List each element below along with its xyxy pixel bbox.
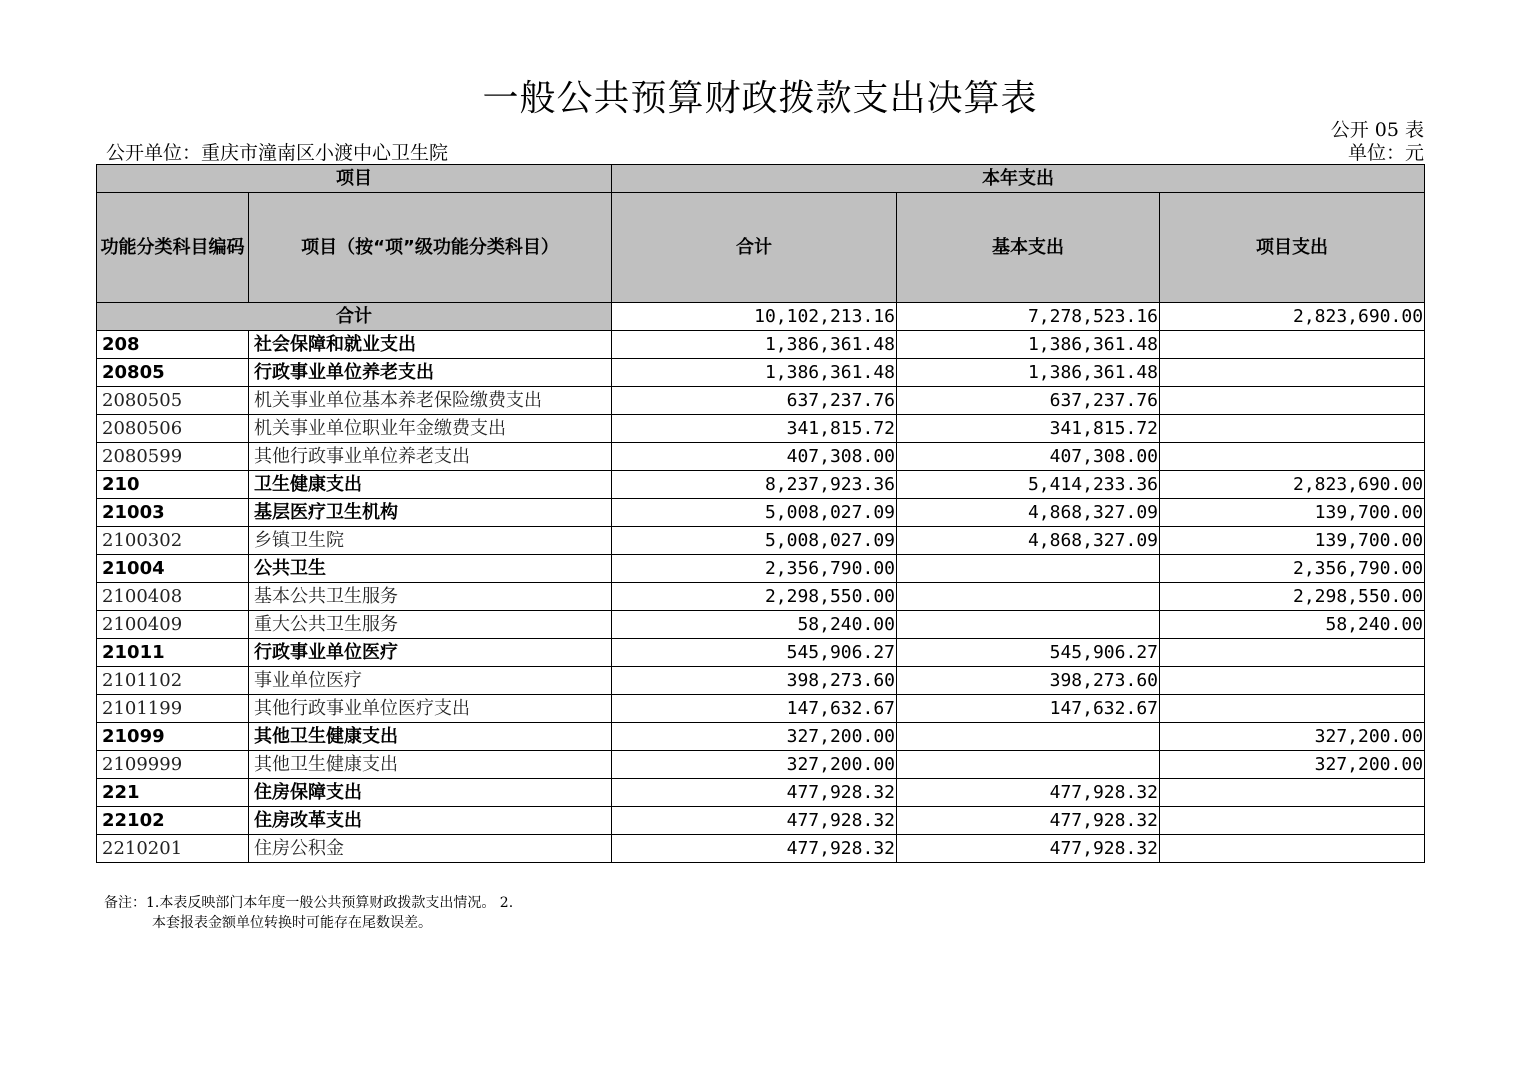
table-row	[97, 331, 1425, 359]
row-code: 210	[97, 471, 249, 499]
row-basic: 341,815.72	[897, 415, 1160, 443]
table-row	[97, 779, 1425, 807]
row-code: 208	[97, 331, 249, 359]
table-row	[97, 807, 1425, 835]
row-name: 基层医疗卫生机构	[249, 499, 612, 527]
row-project	[1160, 695, 1425, 723]
table-row	[97, 583, 1425, 611]
row-name: 住房保障支出	[249, 779, 612, 807]
row-name: 机关事业单位职业年金缴费支出	[249, 415, 612, 443]
expenditure-table	[96, 164, 1425, 863]
header-project: 项目	[97, 165, 612, 193]
table-row	[97, 611, 1425, 639]
row-name: 重大公共卫生服务	[249, 611, 612, 639]
page-title: 一般公共预算财政拨款支出决算表	[482, 78, 1038, 119]
row-name: 卫生健康支出	[249, 471, 612, 499]
row-project: 139,700.00	[1160, 527, 1425, 555]
row-total: 477,928.32	[612, 835, 897, 863]
row-basic	[897, 723, 1160, 751]
row-name: 社会保障和就业支出	[249, 331, 612, 359]
total-label: 合计	[97, 303, 612, 331]
row-project: 139,700.00	[1160, 499, 1425, 527]
table-row	[97, 387, 1425, 415]
table-row	[97, 695, 1425, 723]
row-project	[1160, 807, 1425, 835]
reporting-unit: 公开单位：重庆市潼南区小渡中心卫生院	[106, 142, 449, 164]
row-project: 327,200.00	[1160, 751, 1425, 779]
row-project	[1160, 359, 1425, 387]
row-basic: 4,868,327.09	[897, 527, 1160, 555]
currency-unit: 单位：元	[1347, 142, 1424, 164]
table-row	[97, 723, 1425, 751]
row-project	[1160, 387, 1425, 415]
row-project	[1160, 443, 1425, 471]
header-item: 项目（按“项”级功能分类科目）	[249, 193, 612, 303]
header-current-year: 本年支出	[612, 165, 1425, 193]
row-basic: 407,308.00	[897, 443, 1160, 471]
row-code: 2100409	[97, 611, 249, 639]
row-total: 1,386,361.48	[612, 331, 897, 359]
row-total: 327,200.00	[612, 751, 897, 779]
row-name: 机关事业单位基本养老保险缴费支出	[249, 387, 612, 415]
row-code: 2100408	[97, 583, 249, 611]
row-code: 2101102	[97, 667, 249, 695]
total-basic: 7,278,523.16	[897, 303, 1160, 331]
row-code: 21011	[97, 639, 249, 667]
row-code: 221	[97, 779, 249, 807]
row-project	[1160, 639, 1425, 667]
row-name: 公共卫生	[249, 555, 612, 583]
row-code: 20805	[97, 359, 249, 387]
row-project: 327,200.00	[1160, 723, 1425, 751]
table-row	[97, 359, 1425, 387]
row-name: 乡镇卫生院	[249, 527, 612, 555]
row-name: 行政事业单位养老支出	[249, 359, 612, 387]
row-basic	[897, 751, 1160, 779]
row-total: 58,240.00	[612, 611, 897, 639]
row-total: 477,928.32	[612, 779, 897, 807]
row-total: 2,356,790.00	[612, 555, 897, 583]
row-total: 147,632.67	[612, 695, 897, 723]
row-code: 21003	[97, 499, 249, 527]
row-project: 58,240.00	[1160, 611, 1425, 639]
row-code: 2109999	[97, 751, 249, 779]
row-total: 637,237.76	[612, 387, 897, 415]
row-project	[1160, 331, 1425, 359]
row-name: 其他卫生健康支出	[249, 751, 612, 779]
table-row	[97, 555, 1425, 583]
table-row	[97, 443, 1425, 471]
table-row	[97, 639, 1425, 667]
row-code: 21004	[97, 555, 249, 583]
total-row	[97, 303, 1425, 331]
header-code: 功能分类科目编码	[97, 193, 249, 303]
row-total: 5,008,027.09	[612, 499, 897, 527]
note-line-2: 本套报表金额单位转换时可能存在尾数误差。	[152, 915, 432, 931]
row-project	[1160, 667, 1425, 695]
row-code: 2101199	[97, 695, 249, 723]
header-project-expenditure: 项目支出	[1160, 193, 1425, 303]
row-basic	[897, 555, 1160, 583]
row-basic: 637,237.76	[897, 387, 1160, 415]
row-basic	[897, 611, 1160, 639]
row-name: 其他卫生健康支出	[249, 723, 612, 751]
row-basic: 147,632.67	[897, 695, 1160, 723]
total-amount: 10,102,213.16	[612, 303, 897, 331]
row-total: 398,273.60	[612, 667, 897, 695]
row-basic: 1,386,361.48	[897, 359, 1160, 387]
row-basic: 477,928.32	[897, 779, 1160, 807]
header-basic: 基本支出	[897, 193, 1160, 303]
row-project: 2,823,690.00	[1160, 471, 1425, 499]
row-name: 其他行政事业单位医疗支出	[249, 695, 612, 723]
table-row	[97, 499, 1425, 527]
row-total: 8,237,923.36	[612, 471, 897, 499]
row-basic: 5,414,233.36	[897, 471, 1160, 499]
row-total: 545,906.27	[612, 639, 897, 667]
row-code: 2210201	[97, 835, 249, 863]
row-name: 基本公共卫生服务	[249, 583, 612, 611]
table-row	[97, 527, 1425, 555]
row-basic	[897, 583, 1160, 611]
row-total: 341,815.72	[612, 415, 897, 443]
row-name: 住房改革支出	[249, 807, 612, 835]
row-total: 327,200.00	[612, 723, 897, 751]
row-basic: 477,928.32	[897, 807, 1160, 835]
row-total: 477,928.32	[612, 807, 897, 835]
row-name: 行政事业单位医疗	[249, 639, 612, 667]
header-total: 合计	[612, 193, 897, 303]
table-row	[97, 471, 1425, 499]
row-code: 2080599	[97, 443, 249, 471]
row-code: 2100302	[97, 527, 249, 555]
row-code: 2080506	[97, 415, 249, 443]
total-project: 2,823,690.00	[1160, 303, 1425, 331]
table-row	[97, 751, 1425, 779]
row-basic: 4,868,327.09	[897, 499, 1160, 527]
table-row	[97, 415, 1425, 443]
row-name: 事业单位医疗	[249, 667, 612, 695]
notes	[104, 893, 513, 933]
row-project	[1160, 779, 1425, 807]
row-total: 1,386,361.48	[612, 359, 897, 387]
row-basic: 545,906.27	[897, 639, 1160, 667]
row-project: 2,356,790.00	[1160, 555, 1425, 583]
row-project: 2,298,550.00	[1160, 583, 1425, 611]
row-name: 其他行政事业单位养老支出	[249, 443, 612, 471]
row-code: 22102	[97, 807, 249, 835]
row-basic: 398,273.60	[897, 667, 1160, 695]
row-code: 21099	[97, 723, 249, 751]
row-name: 住房公积金	[249, 835, 612, 863]
form-number: 公开 05 表	[1330, 119, 1424, 141]
row-project	[1160, 415, 1425, 443]
row-total: 5,008,027.09	[612, 527, 897, 555]
row-basic: 477,928.32	[897, 835, 1160, 863]
row-project	[1160, 835, 1425, 863]
table-row	[97, 667, 1425, 695]
row-code: 2080505	[97, 387, 249, 415]
row-total: 2,298,550.00	[612, 583, 897, 611]
row-basic: 1,386,361.48	[897, 331, 1160, 359]
note-line-1: 备注：1.本表反映部门本年度一般公共预算财政拨款支出情况。 2.	[104, 895, 514, 911]
row-total: 407,308.00	[612, 443, 897, 471]
table-row	[97, 835, 1425, 863]
